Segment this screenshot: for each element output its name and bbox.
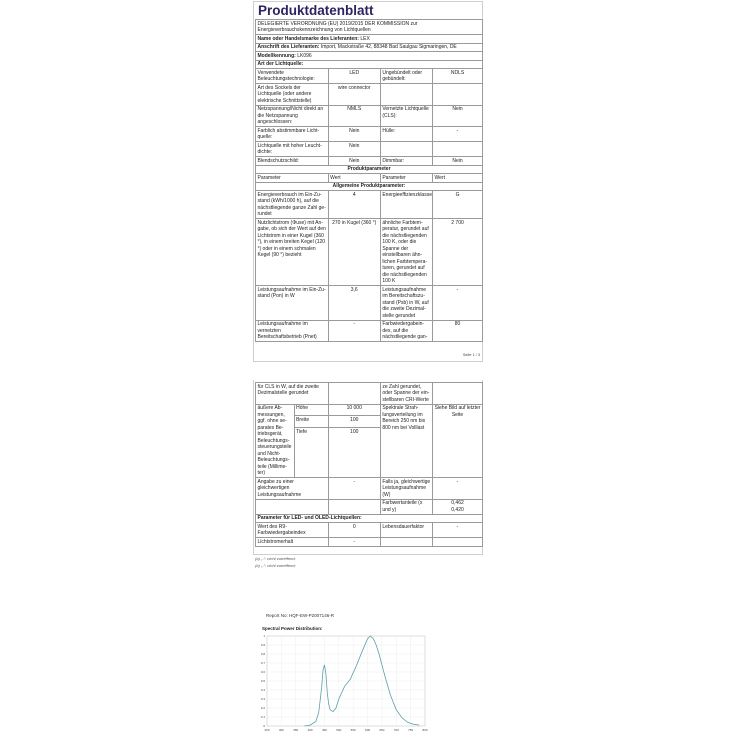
- model-row: Modellkennung: LK096: [256, 52, 483, 61]
- table-row: Leistungsaufnahme im Ein-Zustand (Pon) in W 3,6 Leistungsaufnahme im Bereitschaftszustand (Psb) in W, auf die zweite Dezimalstelle gerundet -: [256, 286, 483, 321]
- table-row: Farblich abstimmbare Lichtquelle: Nein Hülle: -: [256, 127, 483, 142]
- params-header: Produktparameter: [256, 165, 483, 174]
- x-tick-label: 350: [293, 728, 299, 732]
- datasheet-page-1: [253, 1, 483, 362]
- x-tick-label: 700: [393, 728, 399, 732]
- footnote-a: (a) „-“: nicht zutreffend;: [255, 556, 296, 561]
- led-header: Parameter für LED- und OLED-Lichtquellen:: [256, 514, 483, 523]
- x-tick-label: 300: [278, 728, 284, 732]
- y-tick-label: 0.5: [260, 679, 265, 683]
- table-row: Farbwertanteile (x und y) 0,462 0,420: [256, 499, 483, 514]
- y-tick-label: 0.3: [260, 697, 265, 701]
- chart-grid: [267, 636, 425, 726]
- table-row: äußere Abmessungen, ggf. ohne separates Betriebsgerät, Beleuchtungssteuerungsteile und Nicht-Beleuchtungsteile (Millimeter) Höhe 10 000 Spektrale Strahlungsverteilung im Bereich 250 nm bis 800 nm bei Volllast Siehe Bild auf letzter Seite: [256, 404, 483, 416]
- report-number: Report No: HQF-EW-P2007146-R: [266, 613, 334, 618]
- datasheet-table-1: [255, 19, 483, 342]
- table-row: Nutzlichtstrom (Φuse) mit Angabe, ob sich der Wert auf den Lichtstrom in einer Kugel (360 °), in einem breiten Kegel (120 °) oder in einem schmalen Kegel (90 °) bezieht 270 in Kugel (360 °) ähnliche Farbtemperatur, gerundet auf die nächstliegenden 100 K, oder die Spanne der einstellbaren ähnlichen Farbtemperaturen, gerundet auf die nächstliegenden 100 K 2 700: [256, 219, 483, 286]
- general-header: Allgemeine Produktparameter:: [256, 182, 483, 191]
- x-tick-label: 450: [321, 728, 327, 732]
- x-tick-label: 550: [350, 728, 356, 732]
- y-tick-label: 0.4: [260, 688, 265, 692]
- y-tick-label: 1: [263, 634, 265, 638]
- x-tick-label: 400: [307, 728, 313, 732]
- x-tick-label: 600: [365, 728, 371, 732]
- table-row: Lichtstromerhalt -: [256, 538, 483, 547]
- y-tick-label: 0.9: [260, 643, 265, 647]
- intro-text: DELEGIERTE VERORDNUNG (EU) 2019/2015 DER KOMMISSION zur Energieverbrauchskennzeichnung von Lichtquellen: [256, 20, 483, 35]
- footnote-b: (b) „-“: nicht zutreffend;: [255, 563, 296, 568]
- y-tick-label: 0.8: [260, 652, 265, 656]
- y-tick-label: 0.2: [260, 706, 265, 710]
- datasheet-table-2: [255, 382, 483, 547]
- table-row: Angabe zu einer gleichwertigen Leistungsaufnahme - Falls ja, gleichwertige Leistungsaufnahme (W) -: [256, 478, 483, 500]
- y-tick-labels: [261, 634, 266, 728]
- x-tick-label: 250: [264, 728, 270, 732]
- table-row: Art des Sockels der Lichtquelle (oder andere elektrische Schnittstelle) wire connector: [256, 84, 483, 106]
- table-row: Leistungsaufnahme im vernetzten Bereitschaftsbetrieb (Pnet) - Farbwiedergabeindex, auf die nächstliegende gan- 80: [256, 320, 483, 342]
- x-tick-label: 800: [422, 728, 428, 732]
- table-row: Blendschutzschild: Nein Dimmbar: Nein: [256, 157, 483, 166]
- spectral-power-chart: [255, 622, 431, 734]
- table-row: Energieverbrauch im Ein-Zustand (kWh/1000 h), auf die nächstliegende ganze Zahl gerundet 4 Energieeffizienzklasse G: [256, 191, 483, 219]
- page-number: Seite 1 / 3: [462, 353, 480, 357]
- y-tick-label: 0.7: [260, 661, 265, 665]
- table-row: Wert des R9-Farbwiedergabeindex 0 Lebensdauerfaktor -: [256, 523, 483, 538]
- y-tick-label: 0.6: [260, 670, 265, 674]
- table-header-row: Parameter Wert Parameter Wert: [256, 174, 483, 183]
- supplier-address-row: Anschrift des Lieferanten: Import, Mackstraße 42, 88348 Bad Saulgau Sigmaringen, DE: [256, 43, 483, 52]
- chart-title: Spectral Power Distribution:: [262, 626, 323, 631]
- page-title: Produktdatenblatt: [258, 3, 374, 18]
- table-row: Tiefe 100: [256, 428, 483, 478]
- datasheet-page-2: [253, 380, 483, 555]
- table-row: Verwendete Beleuchtungstechnologie: LED Ungebündelt oder gebündelt: NDLS: [256, 69, 483, 84]
- y-tick-label: 0: [263, 724, 265, 728]
- x-tick-labels: [264, 728, 427, 732]
- type-header: Art der Lichtquelle:: [256, 60, 483, 69]
- table-row: für CLS in W, auf die zweite Dezimalstelle gerundet ze Zahl gerundet, oder Spanne der einstellbaren CRI-Werte: [256, 383, 483, 405]
- table-row: Lichtquelle mit hoher Leuchtdichte: Nein: [256, 142, 483, 157]
- supplier-name-row: Name oder Handelsmarke des Lieferanten: LEX: [256, 35, 483, 44]
- table-row: Netzspannung/Nicht direkt an die Netzspannung angeschlossen: NMLS Vernetzte Lichtquelle (CLS): Nein: [256, 105, 483, 127]
- y-tick-label: 0.1: [260, 715, 265, 719]
- x-tick-label: 500: [336, 728, 342, 732]
- table-row: Breite 100: [256, 416, 483, 428]
- x-tick-label: 750: [408, 728, 414, 732]
- x-tick-label: 650: [379, 728, 385, 732]
